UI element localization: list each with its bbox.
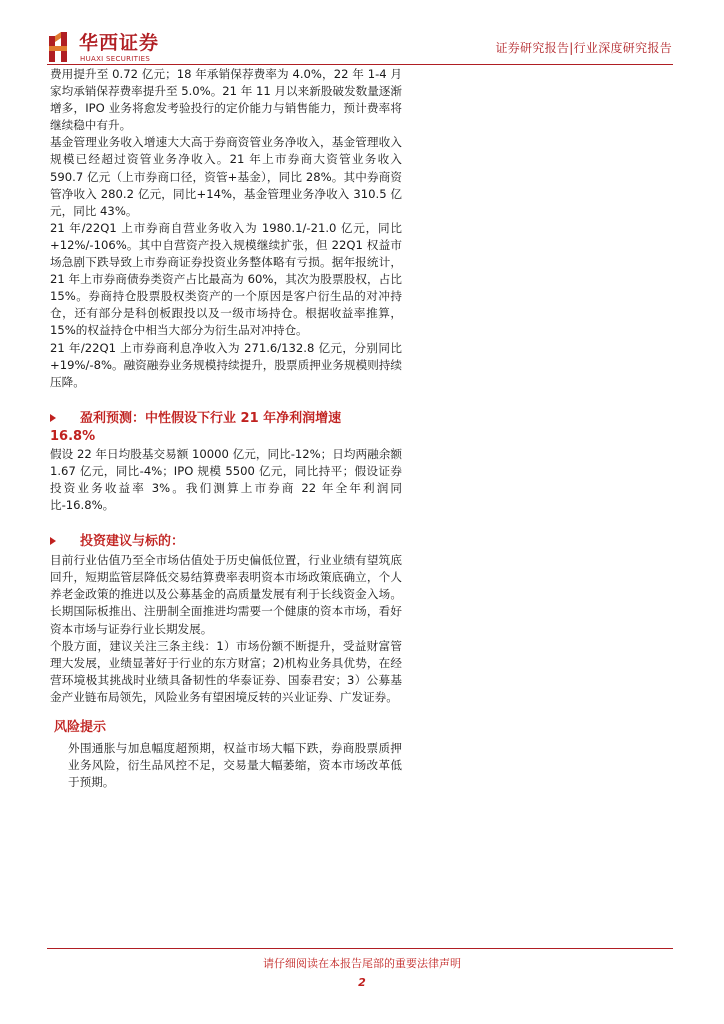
section-heading-profit-forecast	[50, 408, 402, 429]
logo-text-cn: 华西证券	[79, 32, 160, 54]
report-body	[50, 66, 402, 791]
triangle-bullet-icon	[50, 537, 56, 545]
paragraph-profit-forecast: 假设 22 年日均股基交易额 10000 亿元，同比-12%；日均两融余额 1.67 亿元，同比-4%；IPO 规模 5500 亿元，同比持平；假设证券投资业务收益率 3%。我们测算上市券商 22 年全年利润同比-16.8%。	[50, 446, 402, 513]
paragraph-ipo-fees: 费用提升至 0.72 亿元；18 年承销保荐费率为 4.0%，22 年 1-4 月家均承销保荐费率提升至 5.0%。21 年 11 月以来新股破发数量逐渐增多，IPO 业务将愈发考验投行的定价能力与销售能力，预计费率将继续稳中有升。	[50, 67, 402, 133]
paragraph-proprietary-trading: 21 年/22Q1 上市券商自营业务收入为 1980.1/-21.0 亿元，同比+12%/-106%。其中自营资产投入规模继续扩张，但 22Q1 权益市场急剧下跌导致上市券商证券投资业务整体略有亏损。据年报统计，21 年上市券商债券类资产占比最高为 60%，其次为股票股权，占比 15%。券商持仓股票股权类资产的一个原因是客户衍生品的对冲持仓，还有部分是科创板跟投以及一级市场持仓。根据收益率推算，15%的权益持仓中相当大部分为衍生品对冲持仓。	[50, 220, 402, 338]
company-logo	[47, 30, 207, 64]
paragraph-risk: 外围通胀与加息幅度超预期，权益市场大幅下跌，券商股票质押业务风险，衍生品风控不足，交易量大幅萎缩，资本市场改革低于预期。	[68, 741, 402, 790]
legal-notice: 请仔细阅读在本报告尾部的重要法律声明	[263, 957, 461, 970]
page-header	[0, 0, 724, 70]
report-type-label: 证券研究报告|行业深度研究报告	[495, 41, 672, 55]
profit-forecast-title-cont: 16.8%	[50, 428, 96, 444]
paragraph-asset-management: 基金管理业务收入增速大大高于券商资管业务净收入，基金管理收入规模已经超过资管业务净收入。21 年上市券商大资管业务收入 590.7 亿元（上市券商口径，资管+基金），同比 28%。其中券商资管净收入 280.2 亿元，同比+14%，基金管理业务净收入 310.5 亿元，同比 43%。	[50, 135, 402, 218]
section-heading-investment	[50, 531, 402, 552]
page-number: 2	[358, 976, 366, 989]
risk-section	[50, 718, 402, 791]
investment-title: 投资建议与标的：	[80, 534, 185, 550]
risk-title: 风险提示	[54, 720, 107, 735]
footer-divider	[47, 948, 673, 949]
paragraph-interest-income: 21 年/22Q1 上市券商利息净收入为 271.6/132.8 亿元，分别同比+19%/-8%。融资融券业务规模持续提升，股票质押业务规模则持续压降。	[50, 340, 402, 389]
triangle-bullet-icon	[50, 414, 56, 422]
paragraph-stock-picks: 个股方面，建议关注三条主线：1）市场份额不断提升，受益财富管理大发展，业绩显著好于行业的东方财富；2)机构业务具优势，在经营环境极其挑战时业绩具备韧性的华泰证券、国泰君安；3）公募基金产业链布局领先，风险业务有望困境反转的兴业证券、广发证券。	[50, 638, 402, 704]
profit-forecast-title: 盈利预测：中性假设下行业 21 年净利润增速	[80, 410, 342, 426]
huaxi-logo-icon	[47, 30, 71, 64]
paragraph-investment-view: 目前行业估值乃至全市场估值处于历史偏低位置，行业业绩有望筑底回升，短期监管层降低交易结算费率表明资本市场政策底确立，个人养老金政策的推进以及公募基金的高质量发展有利于长线资金入场。长期国际板推出、注册制全面推进均需要一个健康的资本市场，看好资本市场与证券行业长期发展。	[50, 553, 402, 636]
header-divider	[47, 64, 673, 65]
logo-text-en: HUAXI SECURITIES	[80, 55, 151, 63]
